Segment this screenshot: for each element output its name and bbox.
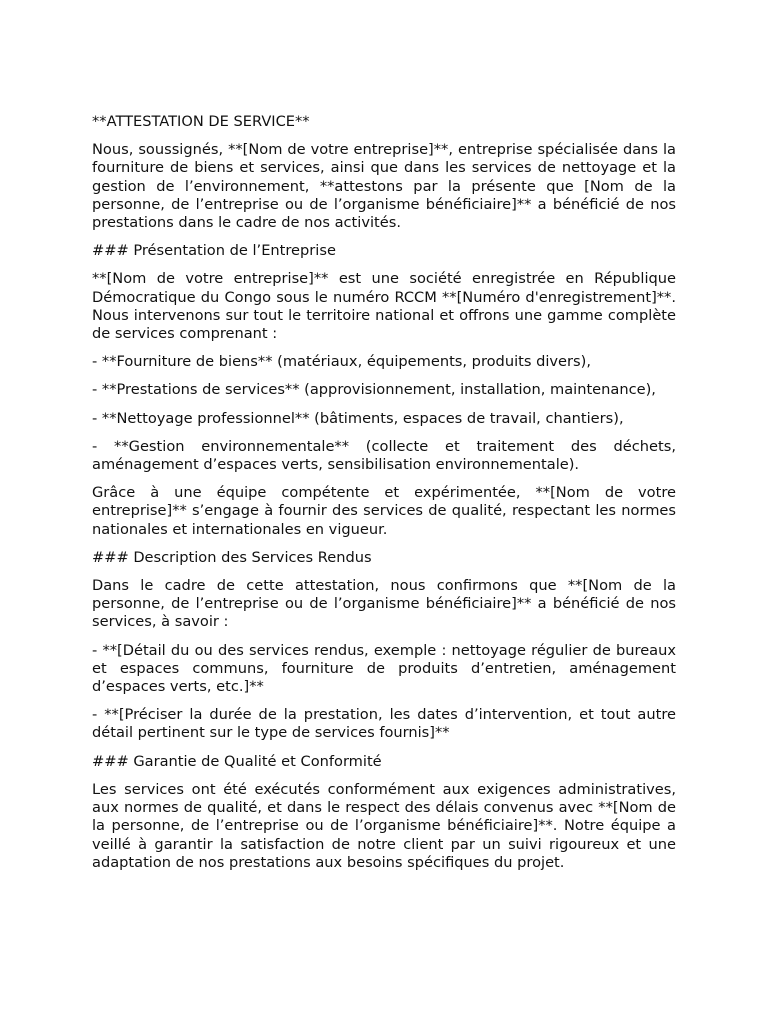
quality-paragraph: Les services ont été exécutés conformément aux exigences administratives, aux normes de qualité, et dans le respect des délais convenus avec **[Nom de la personne, de l’entreprise ou de l’organisme bénéficiaire]**. Notre équipe a veillé à garantir la satisfaction de notre client par un suivi rigoureux et une adaptation de nos prestations aux besoins spécifiques du projet. — [92, 780, 676, 871]
document-title: **ATTESTATION DE SERVICE** — [92, 113, 310, 130]
list-item: - **Nettoyage professionnel** (bâtiments, espaces de travail, chantiers), — [92, 409, 624, 427]
section-heading-presentation: ### Présentation de l’Entreprise — [92, 242, 336, 260]
presentation-paragraph: **[Nom de votre entreprise]** est une société enregistrée en République Démocratique du Congo sous le numéro RCCM **[Numéro d'enregistrement]**. Nous intervenons sur tout le territoire national et offrons une gamme complète de services comprenant : — [92, 270, 676, 343]
services-paragraph: Dans le cadre de cette attestation, nous confirmons que **[Nom de la personne, de l’entreprise ou de l’organisme bénéficiaire]** a bénéficié de nos services, à savoir : — [92, 577, 676, 631]
list-item: - **[Détail du ou des services rendus, exemple : nettoyage régulier de bureaux et espaces communs, fourniture de produits d’entretien, aménagement d’espaces verts, etc.]** — [92, 641, 676, 696]
section-heading-services: ### Description des Services Rendus — [92, 548, 372, 566]
intro-paragraph: Nous, soussignés, **[Nom de votre entreprise]**, entreprise spécialisée dans la fourniture de biens et services, ainsi que dans les services de nettoyage et la gestion de l’environnement, **attestons par la présente que [Nom de la personne, de l’entreprise ou de l’organisme bénéficiaire]** a bénéficié de nos prestations dans le cadre de nos activités. — [92, 141, 676, 232]
document-page — [92, 113, 676, 882]
list-item: - **Gestion environnementale** (collecte et traitement des déchets, aménagement d’espaces verts, sensibilisation environnementale). — [92, 437, 676, 474]
presentation-closing-paragraph: Grâce à une équipe compétente et expérimentée, **[Nom de votre entreprise]** s’engage à fournir des services de qualité, respectant les normes nationales et internationales en vigueur. — [92, 484, 676, 538]
list-item: - **Fourniture de biens** (matériaux, équipements, produits divers), — [92, 353, 591, 371]
list-item: - **[Préciser la durée de la prestation, les dates d’intervention, et tout autre détail pertinent sur le type de services fournis]** — [92, 706, 676, 742]
section-heading-quality: ### Garantie de Qualité et Conformité — [92, 752, 382, 770]
list-item: - **Prestations de services** (approvisionnement, installation, maintenance), — [92, 381, 656, 399]
